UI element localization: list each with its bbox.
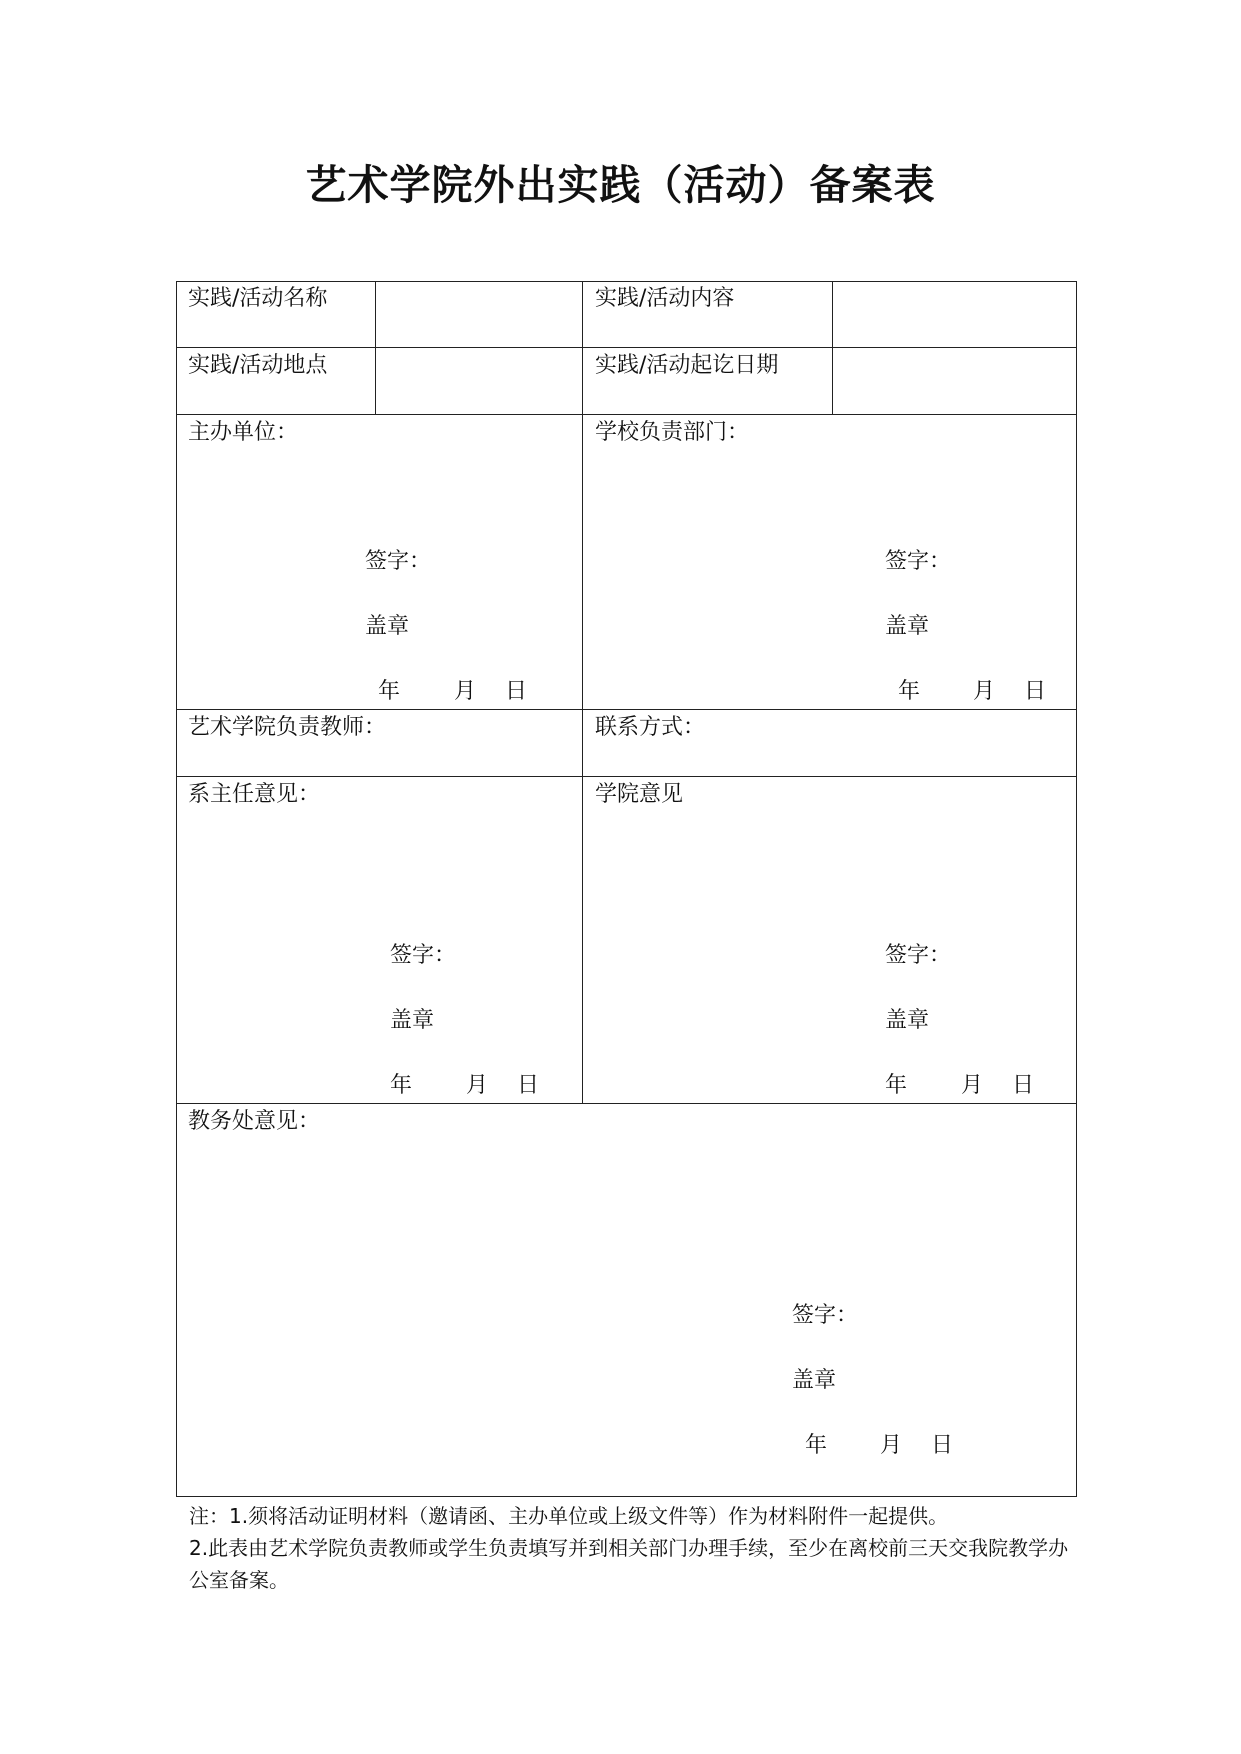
college-stamp-label: 盖章 xyxy=(885,1008,930,1033)
table-border-top xyxy=(176,281,1077,282)
dept-head-date-day: 日 xyxy=(517,1073,540,1098)
college-label: 学院意见 xyxy=(595,782,684,807)
teacher-label: 艺术学院负责教师： xyxy=(188,715,387,740)
record-form-table xyxy=(176,281,1077,1496)
organizer-label: 主办单位： xyxy=(188,420,299,445)
dept-head-date-year: 年 xyxy=(390,1073,413,1098)
school-dept-stamp-label: 盖章 xyxy=(885,614,930,639)
academic-affairs-date-month: 月 xyxy=(880,1433,903,1458)
col-divider-middle xyxy=(582,281,583,1103)
organizer-date-day: 日 xyxy=(505,679,528,704)
academic-affairs-sign-label: 签字： xyxy=(792,1303,859,1328)
organizer-date-year: 年 xyxy=(378,679,401,704)
school-dept-sign-label: 签字： xyxy=(885,549,952,574)
dept-head-stamp-label: 盖章 xyxy=(390,1008,435,1033)
college-sign-label: 签字： xyxy=(885,943,952,968)
school-dept-date-month: 月 xyxy=(973,679,996,704)
note-line-2: 2.此表由艺术学院负责教师或学生负责填写并到相关部门办理手续，至少在离校前三天交我院教学办公室备案。 xyxy=(189,1536,1069,1592)
activity-dates-label: 实践/活动起讫日期 xyxy=(595,353,779,378)
academic-affairs-stamp-label: 盖章 xyxy=(792,1368,837,1393)
academic-affairs-date-day: 日 xyxy=(931,1433,954,1458)
organizer-sign-label: 签字： xyxy=(365,549,432,574)
school-dept-date-day: 日 xyxy=(1024,679,1047,704)
contact-label: 联系方式： xyxy=(595,715,706,740)
page-title: 艺术学院外出实践（活动）备案表 xyxy=(305,161,936,209)
school-dept-label: 学校负责部门： xyxy=(595,420,750,445)
activity-name-label: 实践/活动名称 xyxy=(188,286,328,311)
notes-section xyxy=(189,1500,1069,1596)
academic-affairs-date-year: 年 xyxy=(805,1433,828,1458)
organizer-date-month: 月 xyxy=(454,679,477,704)
organizer-stamp-label: 盖章 xyxy=(365,614,410,639)
school-dept-date-year: 年 xyxy=(898,679,921,704)
dept-head-date-month: 月 xyxy=(466,1073,489,1098)
row-divider xyxy=(176,709,1077,710)
table-border-left xyxy=(176,281,177,1496)
row-divider xyxy=(176,776,1077,777)
row-divider xyxy=(176,1103,1077,1104)
activity-content-label: 实践/活动内容 xyxy=(595,286,735,311)
col-divider xyxy=(832,281,833,414)
dept-head-sign-label: 签字： xyxy=(390,943,457,968)
activity-location-label: 实践/活动地点 xyxy=(188,353,328,378)
college-date-year: 年 xyxy=(885,1073,908,1098)
note-line-1: 注：1.须将活动证明材料（邀请函、主办单位或上级文件等）作为材料附件一起提供。 xyxy=(189,1504,949,1528)
row-divider xyxy=(176,347,1077,348)
dept-head-label: 系主任意见： xyxy=(188,782,321,807)
table-border-bottom xyxy=(176,1496,1077,1497)
college-date-day: 日 xyxy=(1012,1073,1035,1098)
academic-affairs-label: 教务处意见： xyxy=(188,1109,321,1134)
table-border-right xyxy=(1076,281,1077,1496)
row-divider xyxy=(176,414,1077,415)
college-date-month: 月 xyxy=(961,1073,984,1098)
col-divider xyxy=(375,281,376,414)
